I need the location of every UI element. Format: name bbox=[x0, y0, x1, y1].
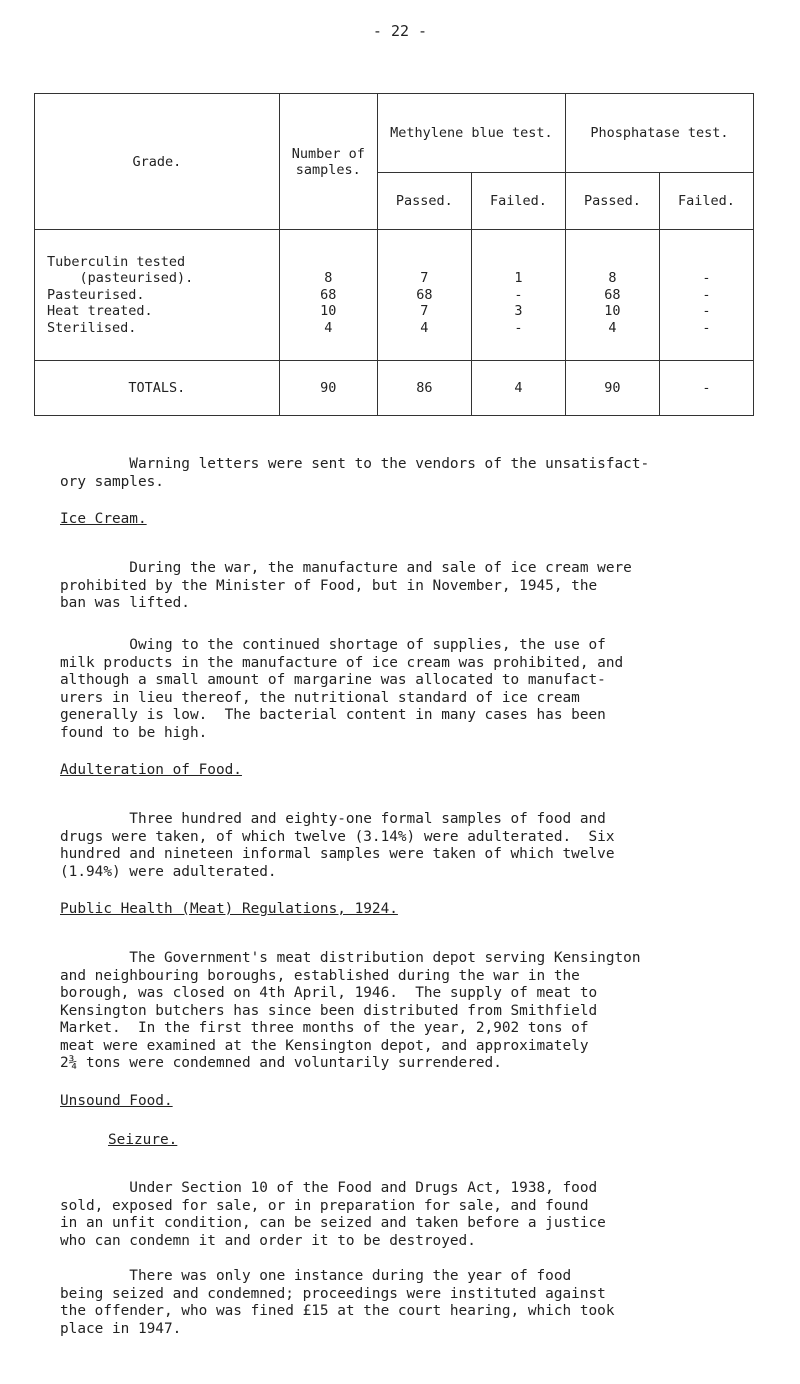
table-cell: 1 bbox=[514, 270, 523, 287]
grade-label: Heat treated. bbox=[47, 303, 153, 320]
table-cell: 7 bbox=[420, 303, 429, 320]
ice-cream-paragraph-2: Owing to the continued shortage of supplies, the use of milk products in the manufacture of ice cream was prohibited, and although a small amount of margarine was allocated to manufact- urers in lieu thereof, the nutritional standard of ice cream generally is low. The bacterial content in many cases has been found to be high. bbox=[60, 637, 624, 741]
table-cell: - bbox=[702, 319, 711, 336]
page-number: - 22 - bbox=[372, 22, 428, 40]
totals-label: TOTALS. bbox=[35, 361, 280, 416]
table-cell: 90 bbox=[565, 361, 659, 416]
table-body-row bbox=[35, 230, 754, 361]
meat-paragraph: The Government's meat distribution depot serving Kensington and neighbouring boroughs, established during the war in the borough, was closed on 4th April, 1946. The supply of meat to Kensington butchers has since been distributed from Smithfield Market. In the first three months of the year, 2,902 tons of meat were examined at the Kensington depot, and approximately 2¾ tons were condemned and voluntarily surrendered. bbox=[60, 950, 641, 1071]
meat-regulations-heading: Public Health (Meat) Regulations, 1924. bbox=[60, 901, 398, 917]
grade-label: Pasteurised. bbox=[47, 286, 145, 303]
table-cell: 68 bbox=[604, 286, 621, 303]
table-cell: 7 bbox=[420, 270, 429, 287]
warning-paragraph: Warning letters were sent to the vendors of the unsatisfact- ory samples. bbox=[60, 456, 650, 490]
table-cell: 10 bbox=[320, 303, 337, 320]
seizure-paragraph-1: Under Section 10 of the Food and Drugs Act, 1938, food sold, exposed for sale, or in preparation for sale, and found in an unfit condition, can be seized and taken before a justice who can condemn it and order it to be destroyed. bbox=[60, 1180, 606, 1249]
table-cell: 4 bbox=[420, 319, 429, 336]
header-mb-failed: Failed. bbox=[471, 173, 565, 230]
table-cell: 4 bbox=[608, 319, 617, 336]
milk-samples-table bbox=[34, 93, 754, 416]
table-cell: 3 bbox=[514, 303, 523, 320]
mb-failed-cell bbox=[471, 230, 565, 361]
totals-row bbox=[35, 361, 754, 416]
ph-passed-cell bbox=[565, 230, 659, 361]
header-grade: Grade. bbox=[35, 94, 280, 230]
header-ph-failed: Failed. bbox=[659, 173, 753, 230]
header-methylene-blue-test: Methylene blue test. bbox=[377, 94, 565, 173]
table-cell: - bbox=[514, 286, 523, 303]
table-cell: 8 bbox=[608, 270, 617, 287]
grade-names-cell bbox=[35, 230, 280, 361]
header-mb-passed: Passed. bbox=[377, 173, 471, 230]
table-cell: - bbox=[702, 286, 711, 303]
mb-passed-cell bbox=[377, 230, 471, 361]
table-cell: - bbox=[514, 319, 523, 336]
grade-label: Tuberculin tested bbox=[47, 253, 186, 270]
table-cell: - bbox=[702, 270, 711, 287]
table-cell: 90 bbox=[279, 361, 377, 416]
header-phosphatase-test: Phosphatase test. bbox=[565, 94, 753, 173]
table-cell: 8 bbox=[324, 270, 333, 287]
adulteration-heading: Adulteration of Food. bbox=[60, 762, 242, 778]
table-cell: - bbox=[659, 361, 753, 416]
grade-label: (pasteurised). bbox=[47, 270, 194, 287]
table-cell: - bbox=[702, 303, 711, 320]
seizure-paragraph-2: There was only one instance during the year of food being seized and condemned; proceedings were instituted against the offender, who was fined £15 at the court hearing, which took place in 1947. bbox=[60, 1268, 615, 1337]
table-cell: 4 bbox=[471, 361, 565, 416]
table-cell: 68 bbox=[416, 286, 433, 303]
ph-failed-cell bbox=[659, 230, 753, 361]
ice-cream-paragraph-1: During the war, the manufacture and sale of ice cream were prohibited by the Minister of Food, but in November, 1945, the ban was lifted. bbox=[60, 560, 632, 611]
table-cell: 68 bbox=[320, 286, 337, 303]
number-of-samples-cell bbox=[279, 230, 377, 361]
table-cell: 10 bbox=[604, 303, 621, 320]
unsound-food-heading: Unsound Food. bbox=[60, 1093, 173, 1109]
grade-label: Sterilised. bbox=[47, 319, 137, 336]
adulteration-paragraph: Three hundred and eighty-one formal samples of food and drugs were taken, of which twelve (3.14%) were adulterated. Six hundred and nineteen informal samples were taken of which twelve (1.94%) were adulterated. bbox=[60, 811, 615, 880]
header-number-of-samples: Number of samples. bbox=[279, 94, 377, 230]
seizure-heading: Seizure. bbox=[108, 1132, 178, 1148]
table-cell: 4 bbox=[324, 319, 333, 336]
header-ph-passed: Passed. bbox=[565, 173, 659, 230]
ice-cream-heading: Ice Cream. bbox=[60, 511, 147, 527]
table-cell: 86 bbox=[377, 361, 471, 416]
